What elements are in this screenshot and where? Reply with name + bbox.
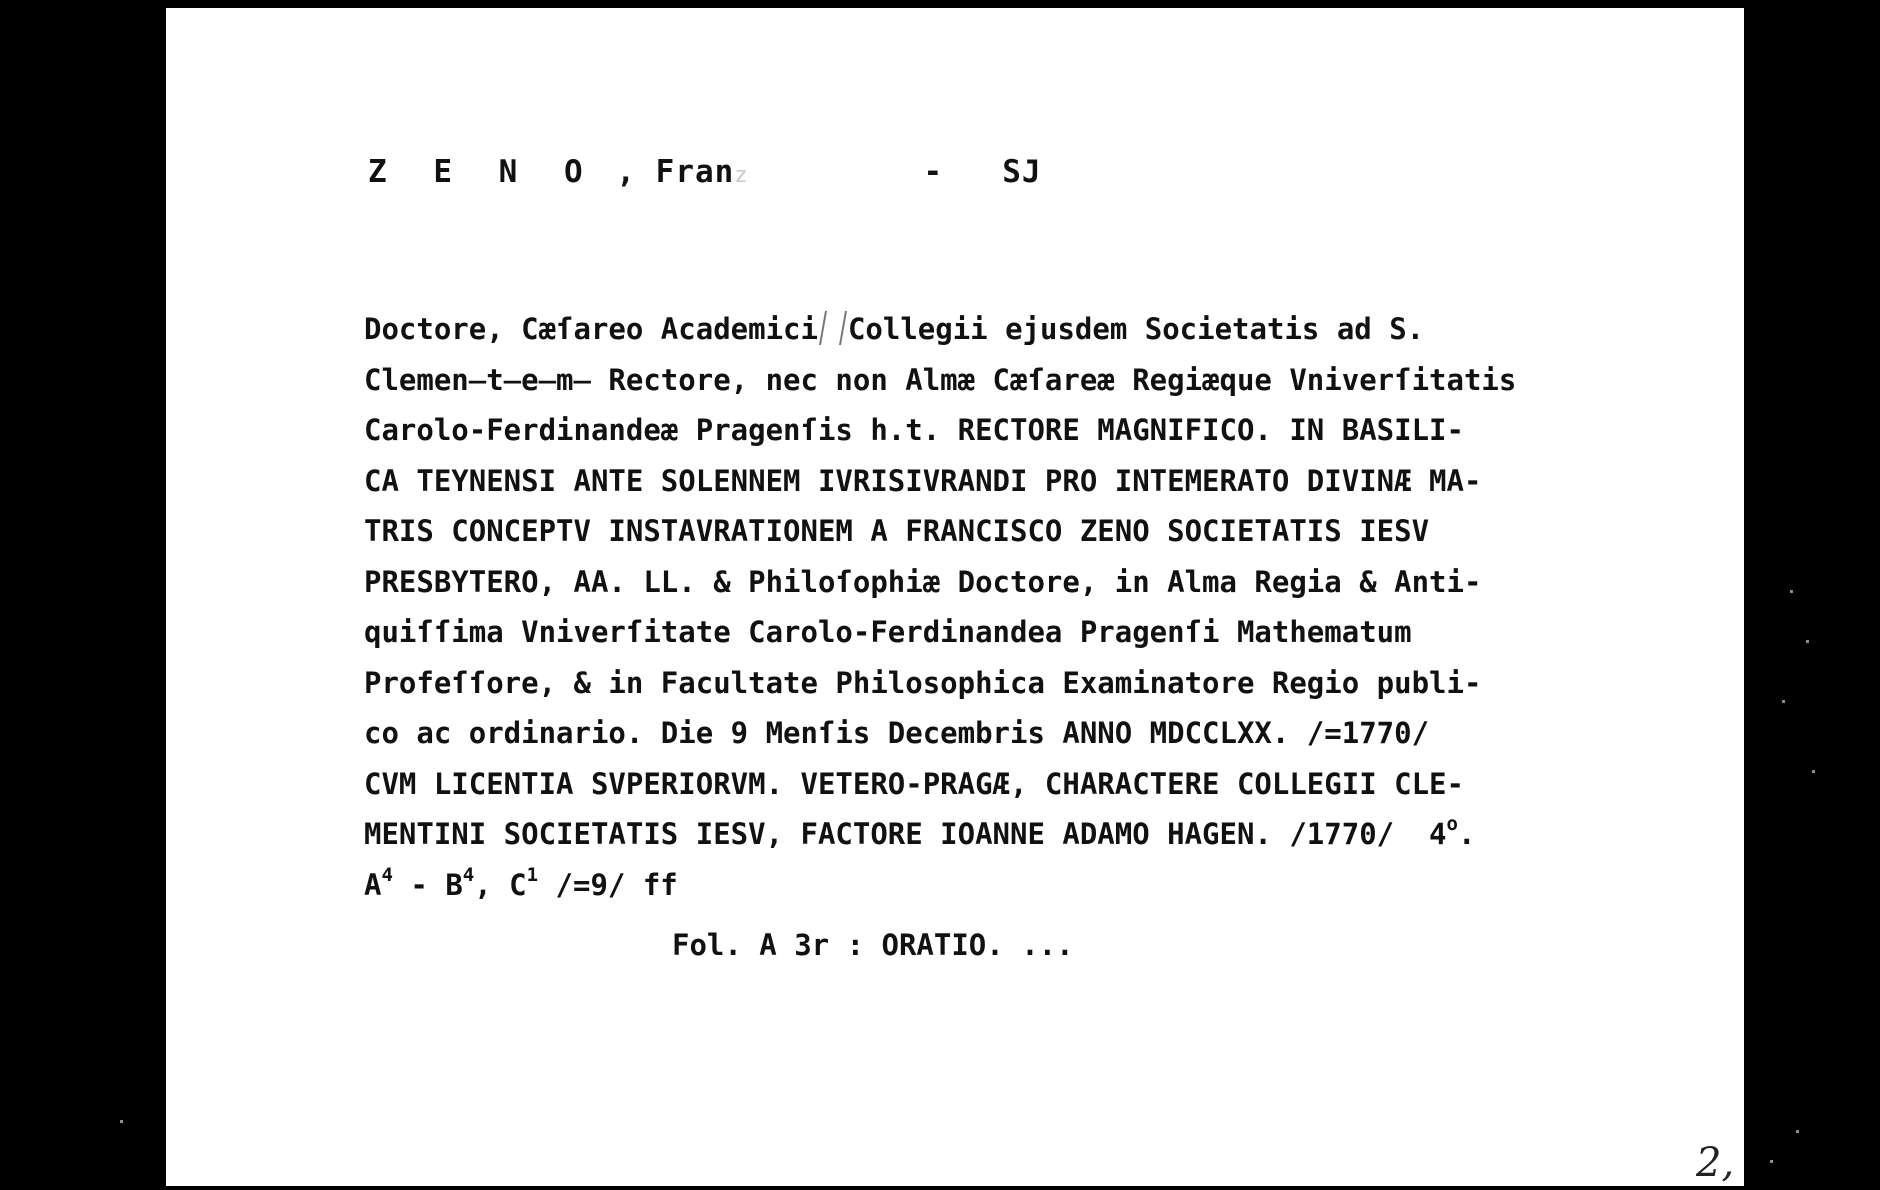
description-line	[364, 809, 1704, 860]
handwritten-card-number: 2,	[1696, 1140, 1735, 1186]
author-surname: Z E N O	[368, 154, 597, 190]
description-line: Carolo-Ferdinandeæ Pragenſis h.t. RECTORE MAGNIFICO. IN BASILI-	[364, 413, 1464, 447]
description-line: Profeſſore, & in Facultate Philosophica Examinatore Regio publi-	[364, 665, 1482, 700]
scan-speck	[1812, 770, 1815, 773]
collation-leaf-count: /=9/ ff	[538, 867, 678, 902]
collation-gathering-c-count: 1	[526, 863, 539, 886]
collation-dash: -	[392, 867, 446, 902]
insertion-mark	[819, 311, 847, 345]
description-line-text: Doctore, Cæſareo Academici	[364, 312, 818, 346]
bibliographic-description	[364, 304, 1704, 910]
description-line: Clemen̶t̶e̶m̶ Rectore, nec non Almæ Cæſareæ Regiæque Vniverſitatis	[364, 362, 1517, 397]
description-line: CVM LICENTIA SVPERIORVM. VETERO-PRAGÆ, CHARACTERE COLLEGII CLE-	[364, 766, 1464, 801]
collation-gathering-a-count: 4	[381, 863, 393, 886]
collation-gathering-c: C	[509, 867, 527, 902]
folio-note: Fol. A 3r : ORATIO. ...	[672, 928, 1074, 962]
catalog-card	[166, 8, 1744, 1186]
description-line: quiſſima Vniverſitate Carolo-Ferdinandea Pragenſi Mathematum	[364, 615, 1412, 649]
author-given-name: Fran	[655, 154, 735, 190]
description-line-text: Collegii ejusdem Societatis ad S.	[847, 312, 1425, 346]
collation-gathering-b-count: 4	[462, 863, 475, 886]
description-line: co ac ordinario. Die 9 Menſis Decembris ANNO MDCCLXX. /=1770/	[364, 716, 1430, 750]
scan-speck	[1790, 590, 1793, 593]
scan-speck	[1782, 700, 1785, 703]
scan-speck	[1806, 640, 1809, 643]
format-suffix: .	[1457, 817, 1476, 851]
collation-gathering-a: A	[364, 867, 382, 902]
scan-speck	[1770, 1160, 1773, 1163]
description-line: TRIS CONCEPTV INSTAVRATIONEM A FRANCISCO ZENO SOCIETATIS IESV	[364, 514, 1430, 548]
collation-comma: ,	[474, 867, 510, 902]
collation-gathering-b: B	[445, 867, 463, 902]
format-degree: o	[1446, 813, 1458, 835]
scan-speck	[1796, 1130, 1799, 1133]
heading-comma: ,	[596, 154, 636, 190]
card-heading	[368, 154, 1042, 190]
collation-line	[364, 860, 1704, 911]
description-line-text: MENTINI SOCIETATIS IESV, FACTORE IOANNE ADAMO HAGEN. /1770/ 4	[364, 817, 1447, 851]
description-line	[364, 304, 1704, 355]
description-line: CA TEYNENSI ANTE SOLENNEM IVRISIVRANDI PRO INTEMERATO DIVINÆ MA-	[364, 463, 1482, 498]
author-given-name-faded: z	[734, 163, 806, 188]
description-line: PRESBYTERO, AA. LL. & Philoſophiæ Doctore, in Alma Regia & Anti-	[364, 564, 1482, 599]
religious-order: SJ	[1002, 154, 1042, 190]
heading-separator: -	[923, 154, 944, 190]
scan-speck	[120, 1120, 123, 1123]
